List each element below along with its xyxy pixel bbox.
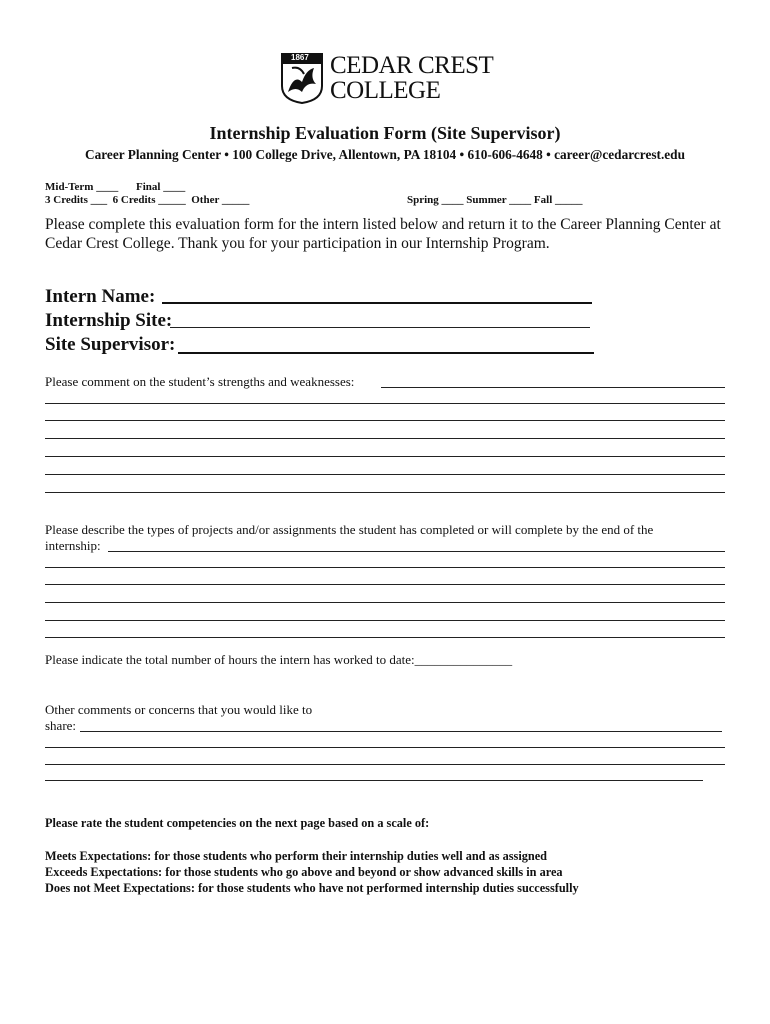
- term-options[interactable]: Spring ____ Summer ____ Fall _____: [407, 194, 583, 206]
- projects-question-cont: internship:: [45, 538, 101, 553]
- final-option[interactable]: Final ____: [136, 181, 186, 193]
- comments-line[interactable]: [45, 780, 703, 781]
- intern-name-label: Intern Name:: [45, 286, 156, 307]
- projects-question: Please describe the types of projects and/or assignments the student has completed or will complete by the end of the: [45, 522, 654, 537]
- site-supervisor-line[interactable]: [178, 352, 594, 354]
- comments-line[interactable]: [45, 747, 725, 748]
- intern-name-line[interactable]: [162, 302, 592, 304]
- strengths-line[interactable]: [45, 492, 725, 493]
- strengths-line[interactable]: [45, 420, 725, 421]
- comments-line[interactable]: [80, 731, 722, 732]
- strengths-line[interactable]: [45, 474, 725, 475]
- intro-paragraph: Please complete this evaluation form for the intern listed below and return it to the Career Planning Center at Cedar Crest College. Thank you for your participation in our Internship Program.: [45, 216, 721, 252]
- college-logo: [280, 52, 500, 107]
- form-title: Internship Evaluation Form (Site Supervisor): [209, 123, 561, 143]
- seal-year: 1867: [291, 53, 309, 62]
- strengths-line[interactable]: [45, 438, 725, 439]
- projects-line[interactable]: [45, 620, 725, 621]
- logo-text-line2: COLLEGE: [330, 77, 441, 104]
- strengths-question: Please comment on the student’s strengths and weaknesses:: [45, 374, 355, 389]
- projects-line[interactable]: [45, 567, 725, 568]
- internship-site-line[interactable]: [170, 327, 590, 328]
- rating-intro: Please rate the student competencies on the next page based on a scale of:: [45, 816, 430, 830]
- rating-exceeds: Exceeds Expectations: for those students who go above and beyond or show advanced skills in area: [45, 865, 563, 879]
- logo-text-line1: CEDAR CREST: [330, 52, 494, 79]
- internship-site-label: Internship Site:: [45, 310, 173, 331]
- strengths-line[interactable]: [381, 387, 725, 388]
- projects-line[interactable]: [45, 637, 725, 638]
- rating-meets: Meets Expectations: for those students who perform their internship duties well and as assigned: [45, 849, 548, 863]
- comments-question: Other comments or concerns that you would like to: [45, 702, 313, 717]
- midterm-option[interactable]: Mid-Term ____: [45, 181, 119, 193]
- strengths-line[interactable]: [45, 456, 725, 457]
- projects-line[interactable]: [108, 551, 725, 552]
- comments-question-cont: share:: [45, 718, 77, 733]
- rating-does-not-meet: Does not Meet Expectations: for those students who have not performed internship duties successfully: [45, 881, 579, 895]
- projects-line[interactable]: [45, 602, 725, 603]
- site-supervisor-label: Site Supervisor:: [45, 334, 176, 355]
- projects-line[interactable]: [45, 584, 725, 585]
- hours-question[interactable]: Please indicate the total number of hours the intern has worked to date:_______________: [45, 652, 513, 667]
- comments-line[interactable]: [45, 764, 725, 765]
- contact-info: Career Planning Center • 100 College Drive, Allentown, PA 18104 • 610-606-4648 • career@cedarcrest.edu: [85, 147, 685, 162]
- credits-options[interactable]: 3 Credits ___ 6 Credits _____ Other _____: [45, 194, 250, 206]
- strengths-line[interactable]: [45, 403, 725, 404]
